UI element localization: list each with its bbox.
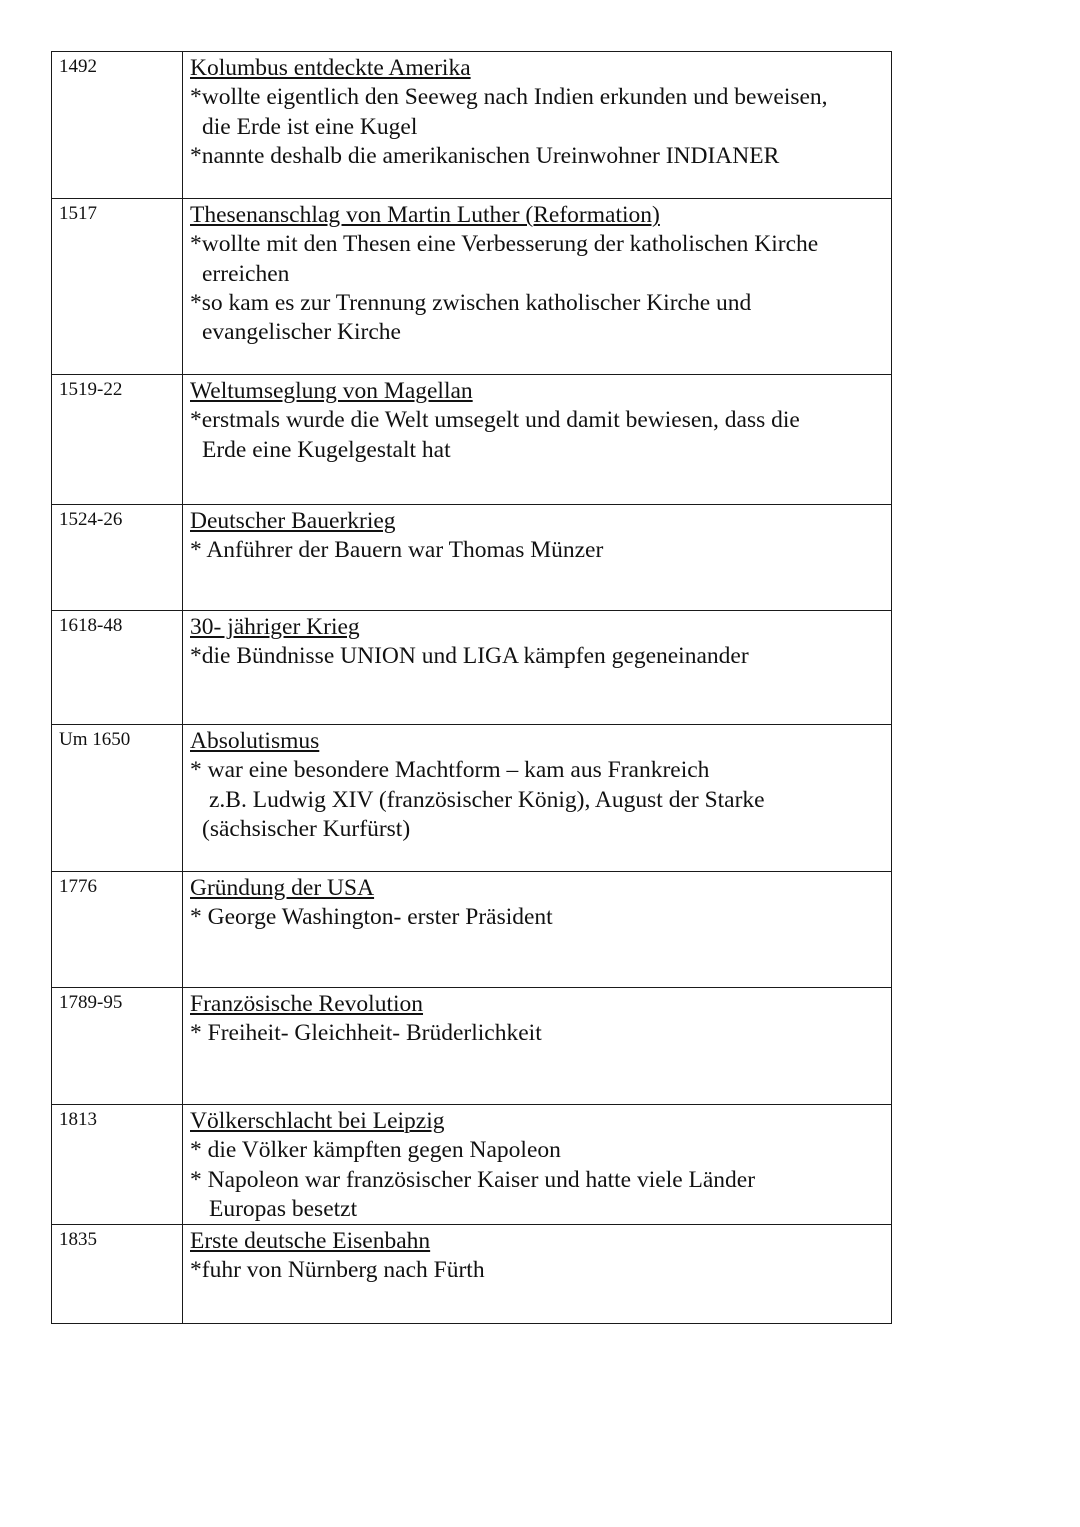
event-detail: * Freiheit- Gleichheit- Brüderlichkeit	[190, 1020, 542, 1047]
event-detail: *so kam es zur Trennung zwischen katholischer Kirche und	[190, 289, 752, 316]
event-detail: * die Völker kämpften gegen Napoleon	[190, 1137, 561, 1164]
table-row	[52, 725, 892, 872]
year-cell: 1835	[52, 1225, 183, 1324]
event-detail: *wollte eigentlich den Seeweg nach Indien erkunden und beweisen,	[190, 84, 828, 111]
year-cell: 1789-95	[52, 988, 183, 1105]
event-title: 30- jähriger Krieg	[190, 614, 360, 640]
event-cell	[183, 1225, 892, 1324]
event-cell	[183, 52, 892, 199]
year-cell: 1517	[52, 199, 183, 375]
event-cell	[183, 611, 892, 725]
event-title: Deutscher Bauerkrieg	[190, 508, 396, 534]
event-detail: *die Bündnisse UNION und LIGA kämpfen gegeneinander	[190, 643, 749, 670]
event-detail: * Napoleon war französischer Kaiser und hatte viele Länder	[190, 1166, 756, 1193]
event-title: Gründung der USA	[190, 875, 375, 901]
event-detail: Europas besetzt	[209, 1195, 358, 1222]
event-title: Kolumbus entdeckte Amerika	[190, 55, 471, 81]
event-cell	[183, 872, 892, 988]
event-detail: die Erde ist eine Kugel	[202, 113, 418, 140]
event-title: Thesenanschlag von Martin Luther (Reformation)	[190, 202, 660, 228]
event-cell	[183, 725, 892, 872]
table-row	[52, 199, 892, 375]
event-cell	[183, 199, 892, 375]
table-row	[52, 52, 892, 199]
table-row	[52, 375, 892, 505]
table-row	[52, 988, 892, 1105]
event-title: Weltumseglung von Magellan	[190, 378, 473, 404]
event-detail: Erde eine Kugelgestalt hat	[202, 436, 451, 463]
table-row	[52, 1225, 892, 1324]
event-detail: *fuhr von Nürnberg nach Fürth	[190, 1257, 485, 1284]
year-cell: 1776	[52, 872, 183, 988]
year-cell: 1519-22	[52, 375, 183, 505]
table-row	[52, 872, 892, 988]
table-row	[52, 1105, 892, 1225]
event-detail: *wollte mit den Thesen eine Verbesserung der katholischen Kirche	[190, 231, 819, 258]
timeline-table	[51, 51, 892, 1324]
event-detail: evangelischer Kirche	[202, 319, 401, 346]
event-detail: (sächsischer Kurfürst)	[202, 815, 411, 842]
event-cell	[183, 375, 892, 505]
event-cell	[183, 505, 892, 611]
event-detail: * George Washington- erster Präsident	[190, 904, 553, 931]
event-title: Französische Revolution	[190, 991, 424, 1017]
event-detail: * Anführer der Bauern war Thomas Münzer	[190, 537, 604, 564]
event-detail: *nannte deshalb die amerikanischen Ureinwohner INDIANER	[190, 142, 780, 169]
event-title: Absolutismus	[190, 728, 320, 754]
event-cell	[183, 988, 892, 1105]
event-detail: * war eine besondere Machtform – kam aus Frankreich	[190, 757, 710, 784]
event-title: Erste deutsche Eisenbahn	[190, 1228, 431, 1255]
year-cell: Um 1650	[52, 725, 183, 872]
event-detail: erreichen	[202, 260, 290, 287]
year-cell: 1618-48	[52, 611, 183, 725]
table-row	[52, 505, 892, 611]
year-cell: 1813	[52, 1105, 183, 1225]
table-row	[52, 611, 892, 725]
event-detail: *erstmals wurde die Welt umsegelt und damit bewiesen, dass die	[190, 407, 800, 434]
year-cell: 1492	[52, 52, 183, 199]
event-cell	[183, 1105, 892, 1225]
event-title: Völkerschlacht bei Leipzig	[190, 1108, 445, 1134]
event-detail: z.B. Ludwig XIV (französischer König), August der Starke	[209, 786, 765, 813]
year-cell: 1524-26	[52, 505, 183, 611]
